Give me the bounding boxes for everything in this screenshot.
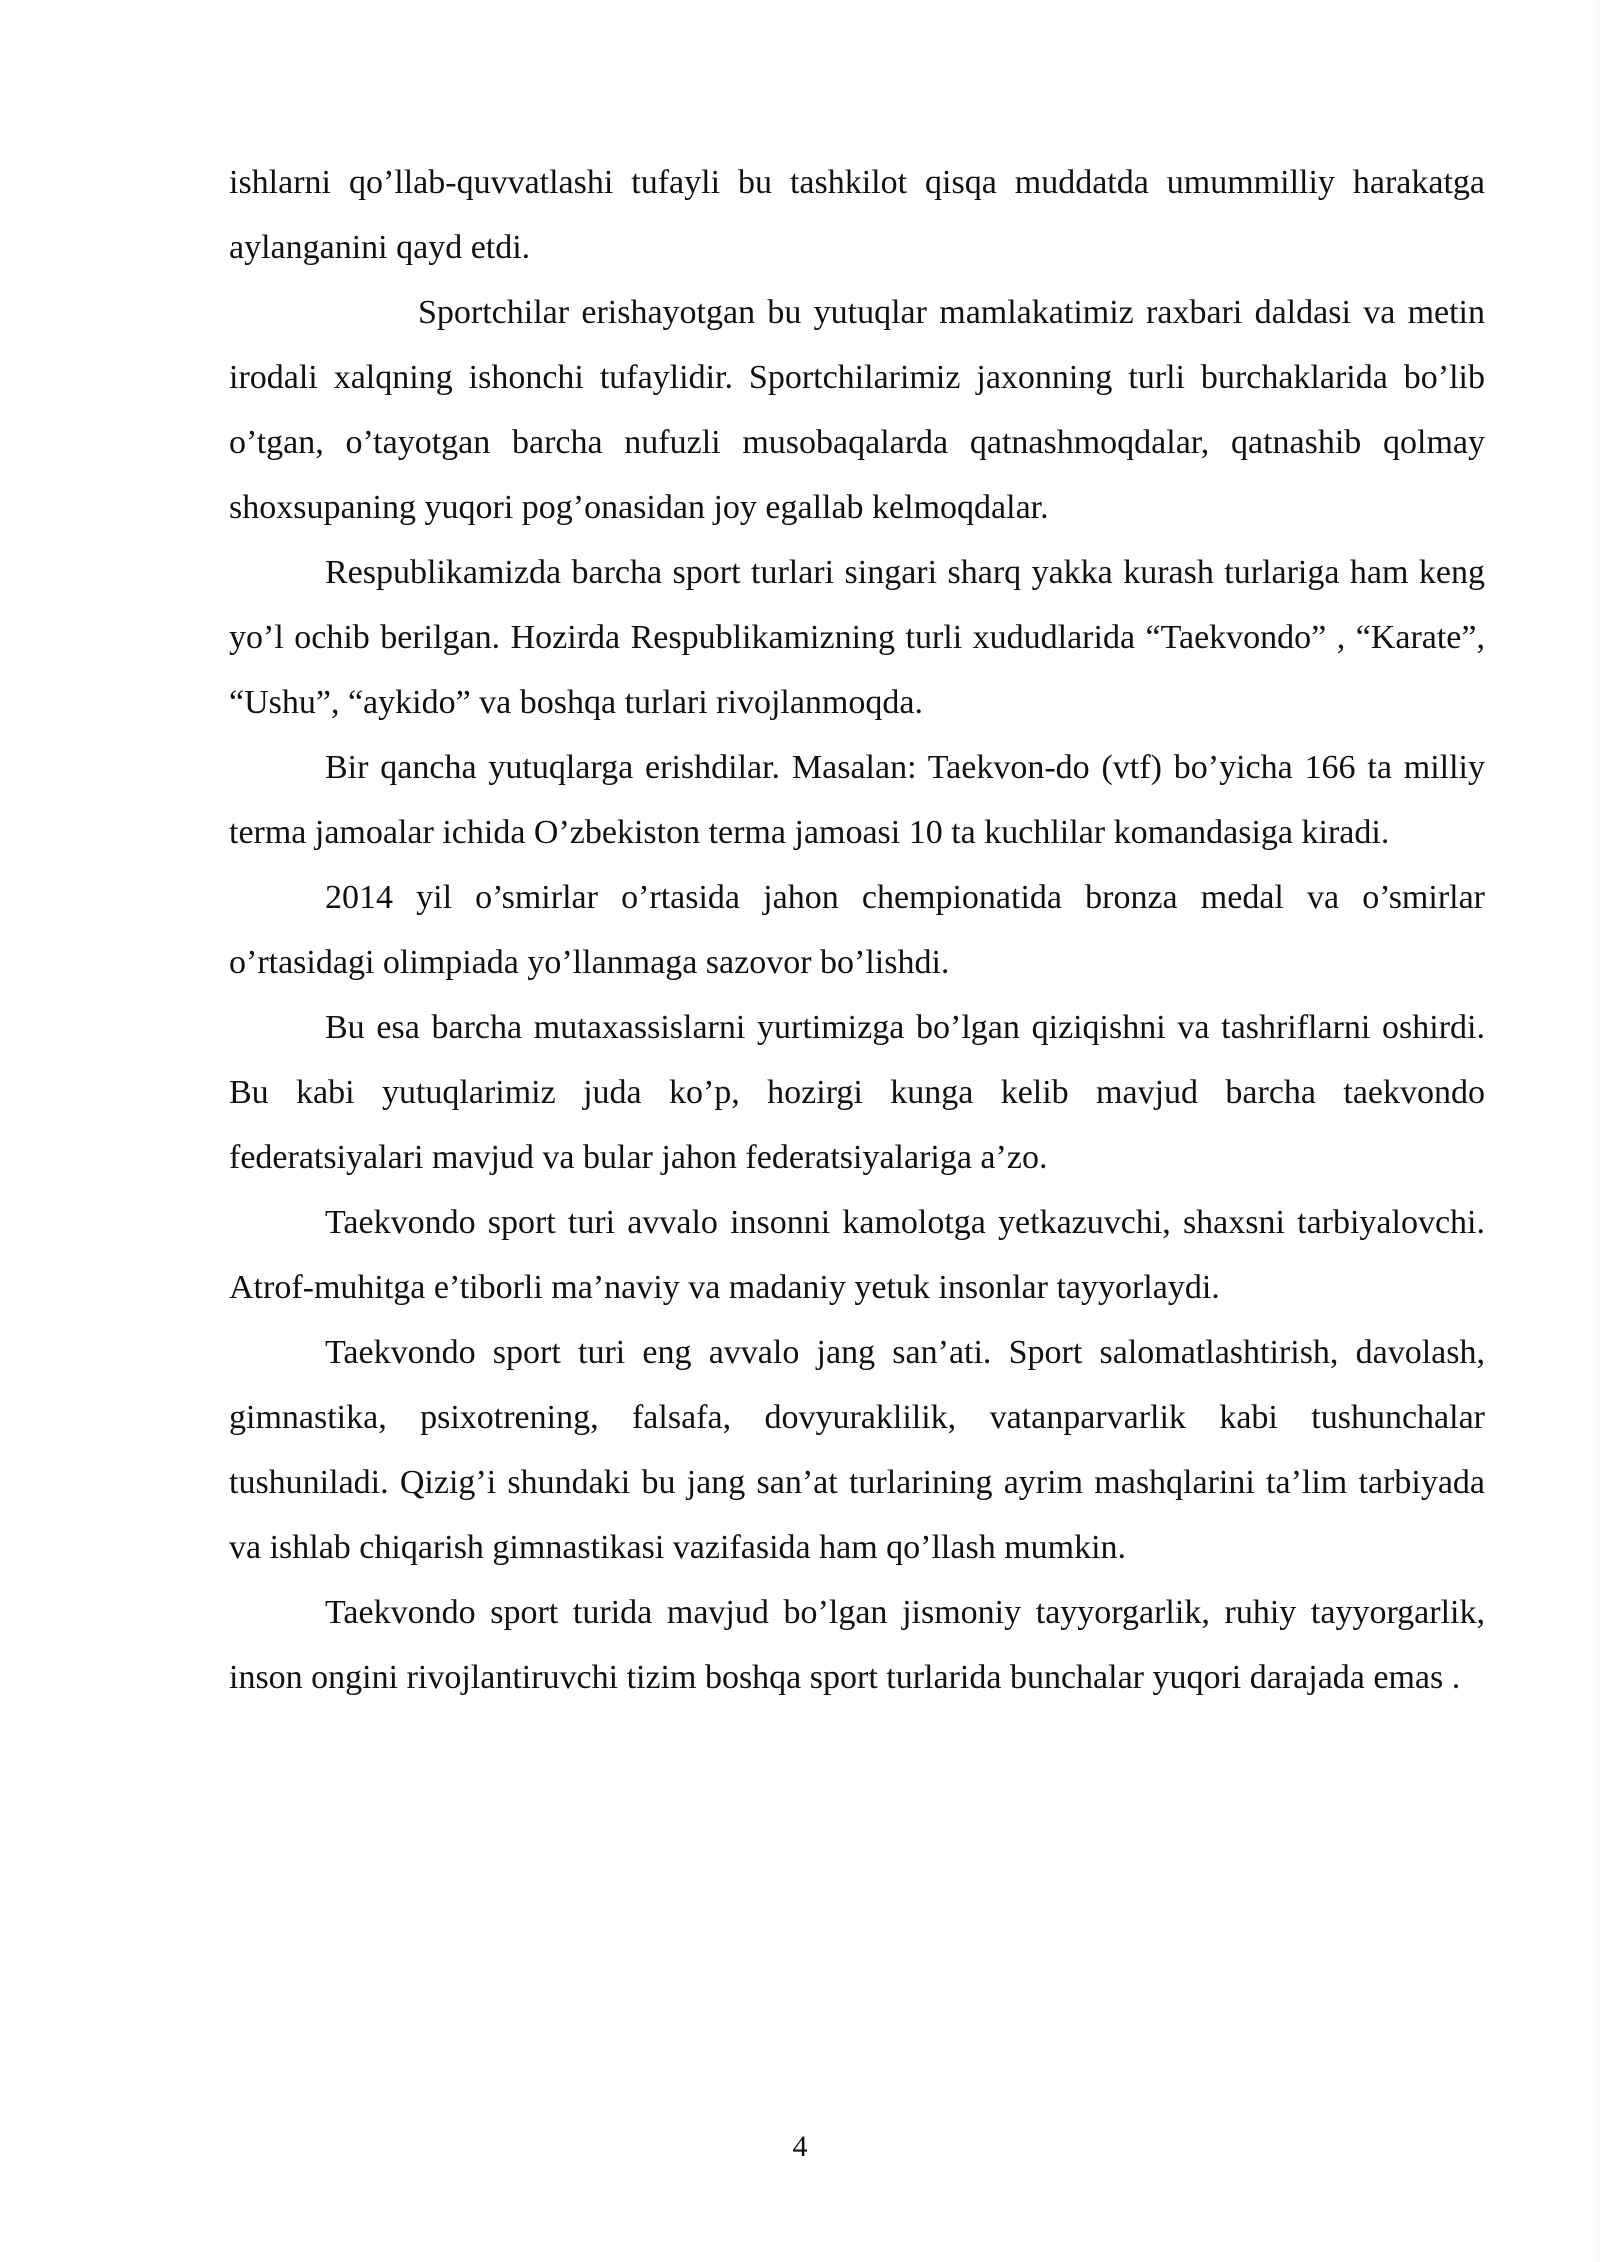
document-body xyxy=(229,150,1485,1710)
paragraph-martial-arts-development: Respublikamizda barcha sport turlari singari sharq yakka kurash turlariga ham keng yo’l ochib berilgan. Hozirda Respublikamizning turli xududlarida “Taekvondo” , “Karate”, “Ushu”, “aykido” va boshqa turlari rivojlanmoqda. xyxy=(229,554,1485,721)
paragraph-continuation: ishlarni qo’llab-quvvatlashi tufayli bu tashkilot qisqa muddatda umummilliy harakatga aylanganini qayd etdi. xyxy=(229,164,1485,266)
paragraph-athletes-achievements: Sportchilar erishayotgan bu yutuqlar mamlakatimiz raxbari daldasi va metin irodali xalqning ishonchi tufaylidir. Sportchilarimiz jaxonning turli burchaklarida bo’lib o’tgan, o’tayotgan barcha nufuzli musobaqalarda qatnashmoqdalar, qatnashib qolmay shoxsupaning yuqori pog’onasidan joy egallab kelmoqdalar. xyxy=(229,294,1485,526)
paragraph-taekwondo-ranking: Bir qancha yutuqlarga erishdilar. Masalan: Taekvon-do (vtf) bo’yicha 166 ta milliy terma jamoalar ichida O’zbekiston terma jamoasi 10 ta kuchlilar komandasiga kiradi. xyxy=(229,749,1485,851)
paragraph-martial-art-concepts: Taekvondo sport turi eng avvalo jang san’ati. Sport salomatlashtirish, davolash, gimnastika, psixotrening, falsafa, dovyuraklilik, vatanparvarlik kabi tushunchalar tushuniladi. Qizig’i shundaki bu jang san’at turlarining ayrim mashqlarini ta’lim tarbiyada va ishlab chiqarish gimnastikasi vazifasida ham qo’llash mumkin. xyxy=(229,1334,1485,1566)
paragraph-personal-development: Taekvondo sport turi avvalo insonni kamolotga yetkazuvchi, shaxsni tarbiyalovchi. Atrof-muhitga e’tiborli ma’naviy va madaniy yetuk insonlar tayyorlaydi. xyxy=(229,1204,1485,1306)
page-edge-shadow xyxy=(1590,0,1600,2262)
paragraph-physical-preparation: Taekvondo sport turida mavjud bo’lgan jismoniy tayyorgarlik, ruhiy tayyorgarlik, inson ongini rivojlantiruvchi tizim boshqa sport turlarida bunchalar yuqori darajada emas . xyxy=(229,1594,1485,1696)
page-number: 4 xyxy=(792,2130,808,2163)
paragraph-federations: Bu esa barcha mutaxassislarni yurtimizga bo’lgan qiziqishni va tashriflarni oshirdi. Bu kabi yutuqlarimiz juda ko’p, hozirgi kunga kelib mavjud barcha taekvondo federatsiyalari mavjud va bular jahon federatsiyalariga a’zo. xyxy=(229,1009,1485,1176)
paragraph-2014-championship: 2014 yil o’smirlar o’rtasida jahon chempionatida bronza medal va o’smirlar o’rtasidagi olimpiada yo’llanmaga sazovor bo’lishdi. xyxy=(229,879,1485,981)
